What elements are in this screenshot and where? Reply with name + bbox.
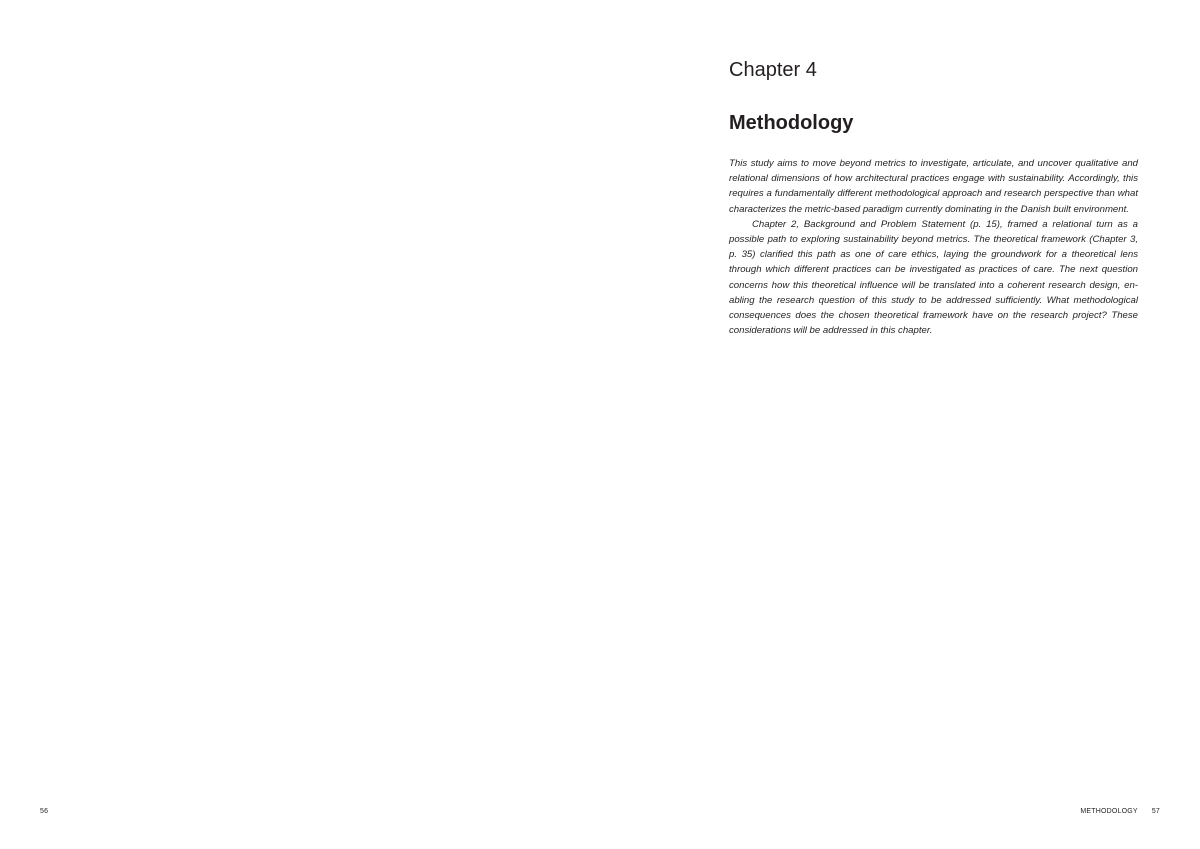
right-page xyxy=(600,0,1200,849)
paragraph: Chapter 2, Background and Problem Statement (p. 15), framed a relational turn as a possible path to exploring sustainability beyond metrics. The theoretical framework (Chapter 3, p. 35) clarified this path as one of care ethics, laying the groundwork for a theoretical lens through which different practices can be investigated as practices of care. The next question concerns how this theoretical influence will be translated into a coherent research design, enabling the research question of this study to be addressed sufficiently. What methodological consequences does the chosen theoretical framework have on the research project? These considerations will be addressed in this chapter. xyxy=(729,218,1138,337)
footer-right xyxy=(1080,808,1160,815)
running-head: METHODOLOGY xyxy=(1080,808,1138,815)
page-number-left: 56 xyxy=(40,808,49,815)
page-number-right: 57 xyxy=(1151,808,1160,815)
paragraph: This study aims to move beyond metrics to investigate, articulate, and uncover qualitative and relational dimensions of how architectural practices engage with sustainability. Accordingly, this requires a fundamentally different methodological approach and research perspective than what characterizes the metric-based paradigm currently dominating in the Danish built environment. xyxy=(729,158,1138,215)
chapter-intro-text xyxy=(729,156,1138,338)
chapter-title: Methodology xyxy=(729,112,854,134)
chapter-label: Chapter 4 xyxy=(729,59,817,81)
